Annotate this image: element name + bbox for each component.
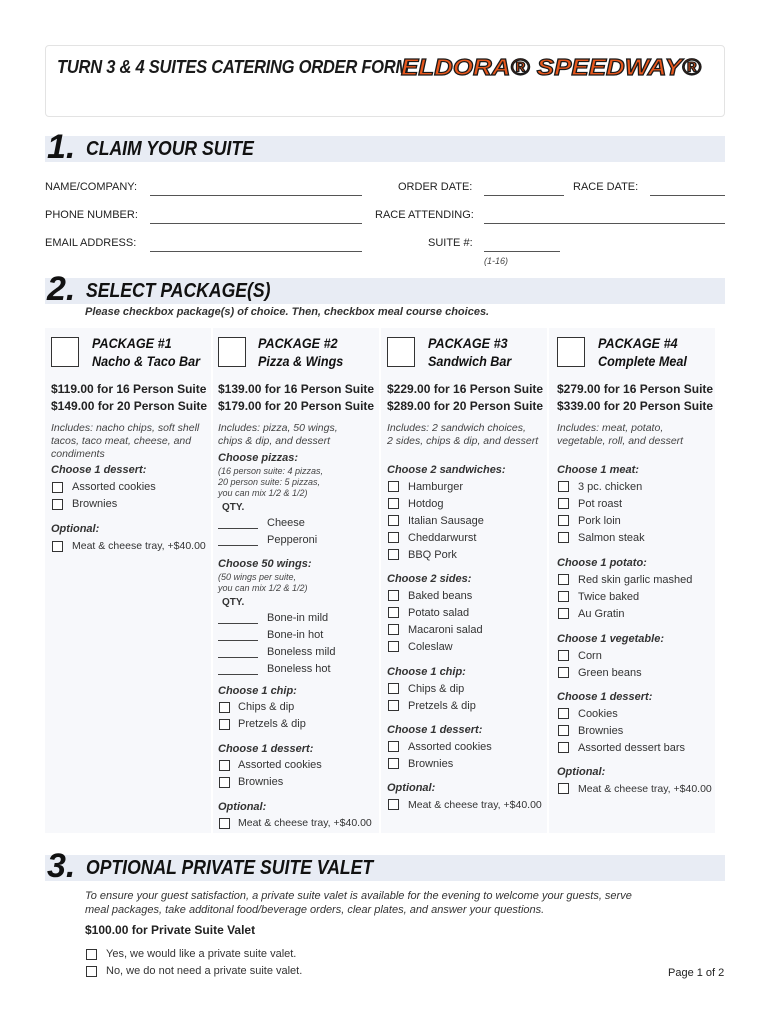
package-3-sandwich-5-checkbox[interactable]	[388, 549, 399, 560]
package-1-includes-2: tacos, taco meat, cheese, and	[51, 435, 192, 447]
package-4-potato-3-checkbox[interactable]	[558, 608, 569, 619]
package-4-meat-4-checkbox[interactable]	[558, 532, 569, 543]
package-2-wing-boneless-hot: Boneless hot	[267, 663, 331, 675]
package-2-dessert-2: Brownies	[238, 776, 284, 788]
package-3-side-3-checkbox[interactable]	[388, 624, 399, 635]
package-4-checkbox[interactable]	[557, 337, 585, 367]
phone-field[interactable]	[150, 223, 362, 224]
package-2-wing-1-qty-field[interactable]	[218, 623, 258, 624]
race-date-label: RACE DATE:	[573, 181, 639, 193]
package-4-meat-4: Salmon steak	[578, 532, 645, 544]
package-3-sandwich-1: Hamburger	[408, 481, 464, 493]
package-3-side-4-checkbox[interactable]	[388, 641, 399, 652]
package-4-includes-2: vegetable, roll, and dessert	[557, 435, 684, 447]
email-label: EMAIL ADDRESS:	[45, 237, 137, 249]
package-2-chip-heading: Choose 1 chip:	[218, 685, 297, 697]
package-4-meat-heading: Choose 1 meat:	[557, 464, 639, 476]
form-title: TURN 3 & 4 SUITES CATERING ORDER FORM	[57, 57, 409, 77]
package-4-optional-item: Meat & cheese tray, +$40.00	[578, 783, 712, 795]
package-2-cheese-qty-field[interactable]	[218, 528, 258, 529]
package-3-side-4: Coleslaw	[408, 641, 453, 653]
section-2-number: 2.	[47, 270, 76, 308]
package-2-wing-bone-in-mild: Bone-in mild	[267, 612, 329, 624]
package-3-name: Sandwich Bar	[428, 353, 512, 369]
package-4-potato-3: Au Gratin	[578, 608, 625, 620]
package-3-sandwich-3-checkbox[interactable]	[388, 515, 399, 526]
package-3-dessert-1-checkbox[interactable]	[388, 741, 399, 752]
package-1-price-16: $119.00 for 16 Person Suite	[51, 382, 207, 396]
package-2-price-20: $179.00 for 20 Person Suite	[218, 399, 375, 413]
svg-text:ELDORA® SPEEDWAY®: ELDORA® SPEEDWAY®	[401, 54, 702, 80]
package-4-number: PACKAGE #4	[598, 335, 678, 351]
package-3-chip-2-checkbox[interactable]	[388, 700, 399, 711]
package-4-veg-1: Corn	[578, 650, 602, 662]
package-3-includes-1: Includes: 2 sandwich choices,	[387, 422, 526, 434]
valet-yes-checkbox[interactable]	[86, 949, 97, 960]
package-3-dessert-1: Assorted cookies	[408, 741, 492, 753]
race-attending-label: RACE ATTENDING:	[375, 209, 474, 221]
package-4-optional-checkbox[interactable]	[558, 783, 569, 794]
package-2-chip-2-checkbox[interactable]	[219, 719, 230, 730]
package-2-pizza-note-2: 20 person suite: 5 pizzas,	[218, 477, 321, 487]
package-2-wing-2-qty-field[interactable]	[218, 640, 258, 641]
package-3-dessert-heading: Choose 1 dessert:	[387, 724, 483, 736]
package-3-sandwich-2-checkbox[interactable]	[388, 498, 399, 509]
suite-field[interactable]	[484, 251, 560, 252]
order-date-field[interactable]	[484, 195, 564, 196]
package-2-chip-1: Chips & dip	[238, 701, 295, 713]
suite-hint: (1-16)	[484, 256, 509, 266]
package-2-optional-heading: Optional:	[218, 801, 267, 813]
package-1-optional-checkbox[interactable]	[52, 541, 63, 552]
package-4-optional-heading: Optional:	[557, 766, 606, 778]
package-instruction: Please checkbox package(s) of choice. Then, checkbox meal course choices.	[85, 306, 490, 318]
package-1-includes-3: condiments	[51, 448, 105, 460]
package-2-wing-4-qty-field[interactable]	[218, 674, 258, 675]
package-1-dessert-brownies-checkbox[interactable]	[52, 499, 63, 510]
package-3-sandwich-4-checkbox[interactable]	[388, 532, 399, 543]
package-2-pizza-note-3: you can mix 1/2 & 1/2)	[218, 488, 308, 498]
package-3-chip-2: Pretzels & dip	[408, 700, 476, 712]
package-3-chip-1: Chips & dip	[408, 683, 465, 695]
package-4-potato-2-checkbox[interactable]	[558, 591, 569, 602]
package-3-sandwich-4: Cheddarwurst	[408, 532, 477, 544]
package-1-dessert-cookies: Assorted cookies	[72, 481, 156, 493]
package-3-price-16: $229.00 for 16 Person Suite	[387, 382, 544, 396]
package-4-veg-2-checkbox[interactable]	[558, 667, 569, 678]
name-label: NAME/COMPANY:	[45, 181, 138, 193]
package-3-optional-checkbox[interactable]	[388, 799, 399, 810]
package-2-wing-3-qty-field[interactable]	[218, 657, 258, 658]
page-number: Page 1 of 2	[668, 967, 725, 979]
package-1-name: Nacho & Taco Bar	[92, 353, 201, 369]
package-1-dessert-heading: Choose 1 dessert:	[51, 464, 147, 476]
package-4-dessert-heading: Choose 1 dessert:	[557, 691, 653, 703]
package-4-potato-2: Twice baked	[578, 591, 640, 603]
package-3-sandwich-2: Hotdog	[408, 498, 444, 510]
package-3-dessert-2: Brownies	[408, 758, 454, 770]
package-1-price-20: $149.00 for 20 Person Suite	[51, 399, 208, 413]
package-4-meat-1-checkbox[interactable]	[558, 481, 569, 492]
package-3-optional-item: Meat & cheese tray, +$40.00	[408, 799, 542, 811]
valet-description: To ensure your guest satisfaction, a private suite valet is available for the evening to welcome your guests, serve meal packages, take additonal food/beverage orders, clear plates, and answer your questions.	[85, 890, 632, 916]
package-4-price-20: $339.00 for 20 Person Suite	[557, 399, 714, 413]
package-2-wings-note-1: (50 wings per suite,	[218, 572, 297, 582]
order-date-label: ORDER DATE:	[398, 181, 473, 193]
package-2-dessert-2-checkbox[interactable]	[219, 777, 230, 788]
package-3-sandwich-5: BBQ Pork	[408, 549, 457, 561]
package-4-meat-2-checkbox[interactable]	[558, 498, 569, 509]
package-1-optional-item: Meat & cheese tray, +$40.00	[72, 540, 206, 552]
package-4-dessert-2-checkbox[interactable]	[558, 725, 569, 736]
package-2-dessert-heading: Choose 1 dessert:	[218, 743, 314, 755]
package-2-pizza-note-1: (16 person suite: 4 pizzas,	[218, 466, 324, 476]
package-4-potato-1-checkbox[interactable]	[558, 574, 569, 585]
valet-no-checkbox[interactable]	[86, 966, 97, 977]
package-4-dessert-1-checkbox[interactable]	[558, 708, 569, 719]
section-3-title: OPTIONAL PRIVATE SUITE VALET	[86, 857, 374, 879]
eldora-speedway-logo	[397, 51, 717, 81]
package-2-pizza-pepperoni: Pepperoni	[267, 534, 318, 546]
package-1-checkbox[interactable]	[51, 337, 79, 367]
package-4-meat-3-checkbox[interactable]	[558, 515, 569, 526]
package-3-price-20: $289.00 for 20 Person Suite	[387, 399, 544, 413]
email-field[interactable]	[150, 251, 362, 252]
package-4-includes-1: Includes: meat, potato,	[557, 422, 664, 434]
valet-price: $100.00 for Private Suite Valet	[85, 923, 256, 937]
valet-no-label: No, we do not need a private suite valet.	[106, 965, 303, 977]
package-2-name: Pizza & Wings	[258, 353, 344, 369]
package-2-chip-2: Pretzels & dip	[238, 718, 306, 730]
package-4-potato-1: Red skin garlic mashed	[578, 574, 693, 586]
package-4-meat-3: Pork loin	[578, 515, 621, 527]
package-2-pepperoni-qty-field[interactable]	[218, 545, 258, 546]
package-3-number: PACKAGE #3	[428, 335, 508, 351]
package-2-wing-boneless-mild: Boneless mild	[267, 646, 336, 658]
package-2-optional-item: Meat & cheese tray, +$40.00	[238, 817, 372, 829]
package-3-sides-heading: Choose 2 sides:	[387, 573, 472, 585]
package-2-wings-heading: Choose 50 wings:	[218, 558, 312, 570]
valet-yes-label: Yes, we would like a private suite valet.	[106, 948, 297, 960]
package-4-veg-1-checkbox[interactable]	[558, 650, 569, 661]
package-4-dessert-3-checkbox[interactable]	[558, 742, 569, 753]
package-2-dessert-1: Assorted cookies	[238, 759, 322, 771]
section-1-title: CLAIM YOUR SUITE	[86, 138, 254, 160]
package-1-optional-heading: Optional:	[51, 523, 100, 535]
package-4-veg-heading: Choose 1 vegetable:	[557, 633, 664, 645]
package-4-dessert-1: Cookies	[578, 708, 618, 720]
section-2-title: SELECT PACKAGE(S)	[86, 280, 271, 302]
package-2-pizza-qty-label: QTY.	[222, 502, 245, 513]
package-3-optional-heading: Optional:	[387, 782, 436, 794]
package-3-chip-1-checkbox[interactable]	[388, 683, 399, 694]
package-2-wing-bone-in-hot: Bone-in hot	[267, 629, 324, 641]
package-2-includes-2: chips & dip, and dessert	[218, 435, 331, 447]
package-2-wings-note-2: you can mix 1/2 & 1/2)	[218, 583, 308, 593]
package-1-dessert-cookies-checkbox[interactable]	[52, 482, 63, 493]
package-3-includes-2: 2 sides, chips & dip, and dessert	[387, 435, 539, 447]
package-1-dessert-brownies: Brownies	[72, 498, 118, 510]
package-3-checkbox[interactable]	[387, 337, 415, 367]
package-2-number: PACKAGE #2	[258, 335, 338, 351]
package-2-optional-checkbox[interactable]	[219, 818, 230, 829]
section-1-number: 1.	[47, 128, 76, 166]
package-4-dessert-3: Assorted dessert bars	[578, 742, 685, 754]
section-3-number: 3.	[47, 847, 76, 885]
suite-label: SUITE #:	[428, 237, 473, 249]
package-3-sandwich-1-checkbox[interactable]	[388, 481, 399, 492]
package-3-chip-heading: Choose 1 chip:	[387, 666, 466, 678]
package-4-name: Complete Meal	[598, 353, 687, 369]
package-3-side-3: Macaroni salad	[408, 624, 483, 636]
package-2-price-16: $139.00 for 16 Person Suite	[218, 382, 375, 396]
race-attending-field[interactable]	[484, 223, 725, 224]
package-2-includes-1: Includes: pizza, 50 wings,	[218, 422, 338, 434]
package-3-dessert-2-checkbox[interactable]	[388, 758, 399, 769]
package-2-pizza-cheese: Cheese	[267, 517, 305, 529]
package-3-sandwich-3: Italian Sausage	[408, 515, 484, 527]
package-3-side-1-checkbox[interactable]	[388, 590, 399, 601]
package-2-dessert-1-checkbox[interactable]	[219, 760, 230, 771]
package-2-pizza-heading: Choose pizzas:	[218, 452, 299, 464]
package-4-meat-2: Pot roast	[578, 498, 623, 510]
package-1-includes-1: Includes: nacho chips, soft shell	[51, 422, 200, 434]
name-field[interactable]	[150, 195, 362, 196]
race-date-field[interactable]	[650, 195, 725, 196]
package-4-potato-heading: Choose 1 potato:	[557, 557, 647, 569]
package-4-dessert-2: Brownies	[578, 725, 624, 737]
package-3-side-2: Potato salad	[408, 607, 470, 619]
package-2-checkbox[interactable]	[218, 337, 246, 367]
package-3-side-2-checkbox[interactable]	[388, 607, 399, 618]
package-3-side-1: Baked beans	[408, 590, 473, 602]
package-2-wings-qty-label: QTY.	[222, 597, 245, 608]
package-1-number: PACKAGE #1	[92, 335, 172, 351]
phone-label: PHONE NUMBER:	[45, 209, 138, 221]
package-3-sandwich-heading: Choose 2 sandwiches:	[387, 464, 506, 476]
package-4-meat-1: 3 pc. chicken	[578, 481, 643, 493]
package-4-price-16: $279.00 for 16 Person Suite	[557, 382, 714, 396]
package-2-chip-1-checkbox[interactable]	[219, 702, 230, 713]
package-4-veg-2: Green beans	[578, 667, 642, 679]
